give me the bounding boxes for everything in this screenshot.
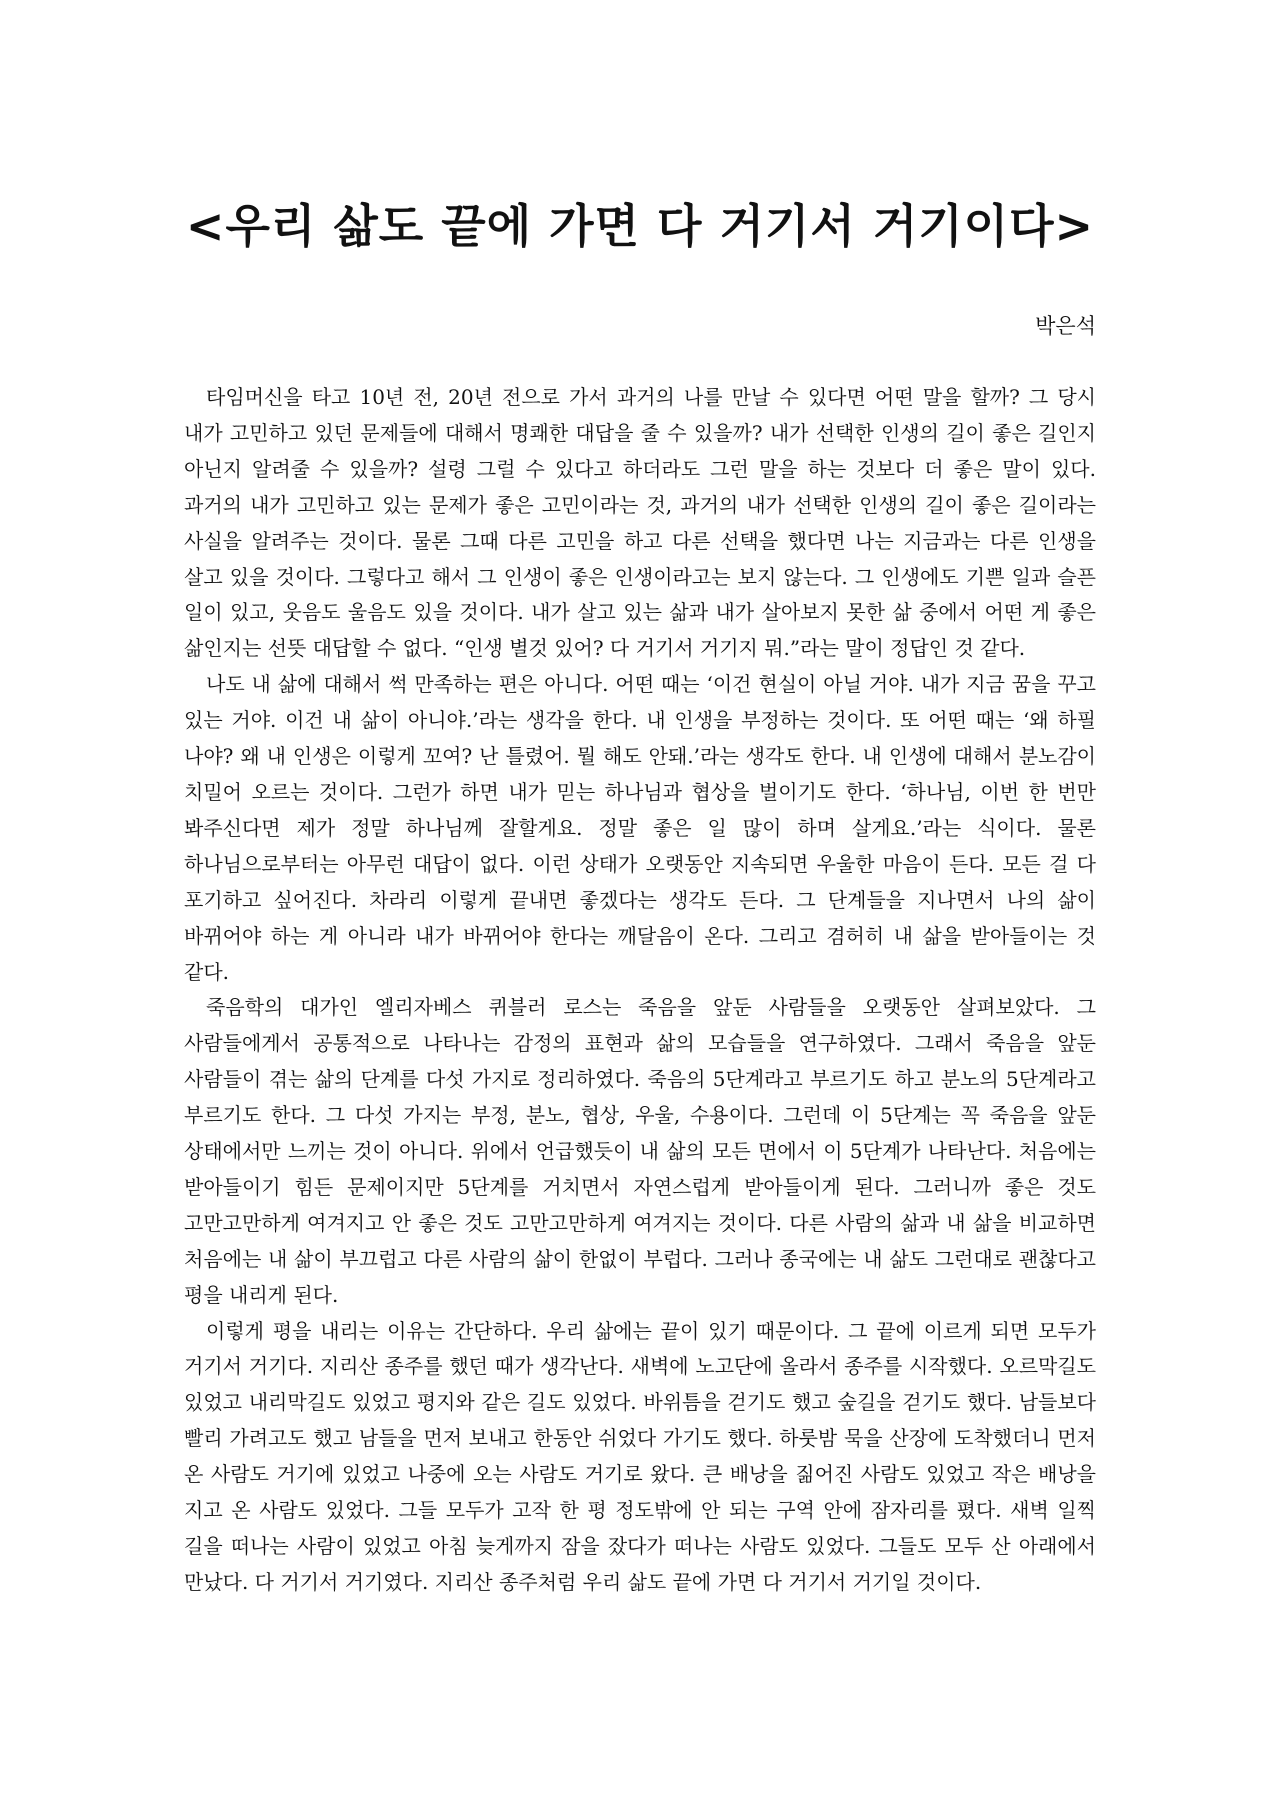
document-title: <우리 삶도 끝에 가면 다 거기서 거기이다> [185, 199, 1095, 253]
paragraph: 이렇게 평을 내리는 이유는 간단하다. 우리 삶에는 끝이 있기 때문이다. 그 끝에 이르게 되면 모두가 거기서 거기다. 지리산 종주를 했던 때가 생각난다. 새벽에 노고단에 올라서 종주를 시작했다. 오르막길도 있었고 내리막길도 있었고 평지와 같은 길도 있었다. 바위틈을 걷기도 했고 숲길을 걷기도 했다. 남들보다 빨리 가려고도 했고 남들을 먼저 보내고 한동안 쉬었다 가기도 했다. 하룻밤 묵을 산장에 도착했더니 먼저 온 사람도 거기에 있었고 나중에 오는 사람도 거기로 왔다. 큰 배낭을 짊어진 사람도 있었고 작은 배낭을 지고 온 사람도 있었다. 그들 모두가 고작 한 평 정도밖에 안 되는 구역 안에 잠자리를 폈다. 새벽 일찍 길을 떠나는 사람이 있었고 아침 늦게까지 잠을 잤다가 떠나는 사람도 있었다. 그들도 모두 산 아래에서 만났다. 다 거기서 거기였다. 지리산 종주처럼 우리 삶도 끝에 가면 다 거기서 거기일 것이다. [184, 1318, 1096, 1594]
author-name: 박은석 [1035, 314, 1096, 338]
document-body [184, 380, 1096, 1601]
paragraph: 타임머신을 타고 10년 전, 20년 전으로 가서 과거의 나를 만날 수 있다면 어떤 말을 할까? 그 당시 내가 고민하고 있던 문제들에 대해서 명쾌한 대답을 줄 수 있을까? 내가 선택한 인생의 길이 좋은 길인지 아닌지 알려줄 수 있을까? 설령 그럴 수 있다고 하더라도 그런 말을 하는 것보다 더 좋은 말이 있다. 과거의 내가 고민하고 있는 문제가 좋은 고민이라는 것, 과거의 내가 선택한 인생의 길이 좋은 길이라는 사실을 알려주는 것이다. 물론 그때 다른 고민을 하고 다른 선택을 했다면 나는 지금과는 다른 인생을 살고 있을 것이다. 그렇다고 해서 그 인생이 좋은 인생이라고는 보지 않는다. 그 인생에도 기쁜 일과 슬픈 일이 있고, 웃음도 울음도 있을 것이다. 내가 살고 있는 삶과 내가 살아보지 못한 삶 중에서 어떤 게 좋은 삶인지는 선뜻 대답할 수 없다. “인생 별것 있어? 다 거기서 거기지 뭐.”라는 말이 정답인 것 같다. [184, 385, 1096, 661]
paragraph: 죽음학의 대가인 엘리자베스 퀴블러 로스는 죽음을 앞둔 사람들을 오랫동안 살펴보았다. 그 사람들에게서 공통적으로 나타나는 감정의 표현과 삶의 모습들을 연구하였다. 그래서 죽음을 앞둔 사람들이 겪는 삶의 단계를 다섯 가지로 정리하였다. 죽음의 5단계라고 부르기도 하고 분노의 5단계라고 부르기도 한다. 그 다섯 가지는 부정, 분노, 협상, 우울, 수용이다. 그런데 이 5단계는 꼭 죽음을 앞둔 상태에서만 느끼는 것이 아니다. 위에서 언급했듯이 내 삶의 모든 면에서 이 5단계가 나타난다. 처음에는 받아들이기 힘든 문제이지만 5단계를 거치면서 자연스럽게 받아들이게 된다. 그러니까 좋은 것도 고만고만하게 여겨지고 안 좋은 것도 고만고만하게 여겨지는 것이다. 다른 사람의 삶과 내 삶을 비교하면 처음에는 내 삶이 부끄럽고 다른 사람의 삶이 한없이 부럽다. 그러나 종국에는 내 삶도 그런대로 괜찮다고 평을 내리게 된다. [184, 995, 1096, 1307]
paragraph: 나도 내 삶에 대해서 썩 만족하는 편은 아니다. 어떤 때는 ‘이건 현실이 아닐 거야. 내가 지금 꿈을 꾸고 있는 거야. 이건 내 삶이 아니야.’라는 생각을 한다. 내 인생을 부정하는 것이다. 또 어떤 때는 ‘왜 하필 나야? 왜 내 인생은 이렇게 꼬여? 난 틀렸어. 뭘 해도 안돼.’라는 생각도 한다. 내 인생에 대해서 분노감이 치밀어 오르는 것이다. 그런가 하면 내가 믿는 하나님과 협상을 벌이기도 한다. ‘하나님, 이번 한 번만 봐주신다면 제가 정말 하나님께 잘할게요. 정말 좋은 일 많이 하며 살게요.’라는 식이다. 물론 하나님으로부터는 아무런 대답이 없다. 이런 상태가 오랫동안 지속되면 우울한 마음이 든다. 모든 걸 다 포기하고 싶어진다. 차라리 이렇게 끝내면 좋겠다는 생각도 든다. 그 단계들을 지나면서 나의 삶이 바뀌어야 하는 게 아니라 내가 바뀌어야 한다는 깨달음이 온다. 그리고 겸허히 내 삶을 받아들이는 것 같다. [184, 672, 1096, 984]
